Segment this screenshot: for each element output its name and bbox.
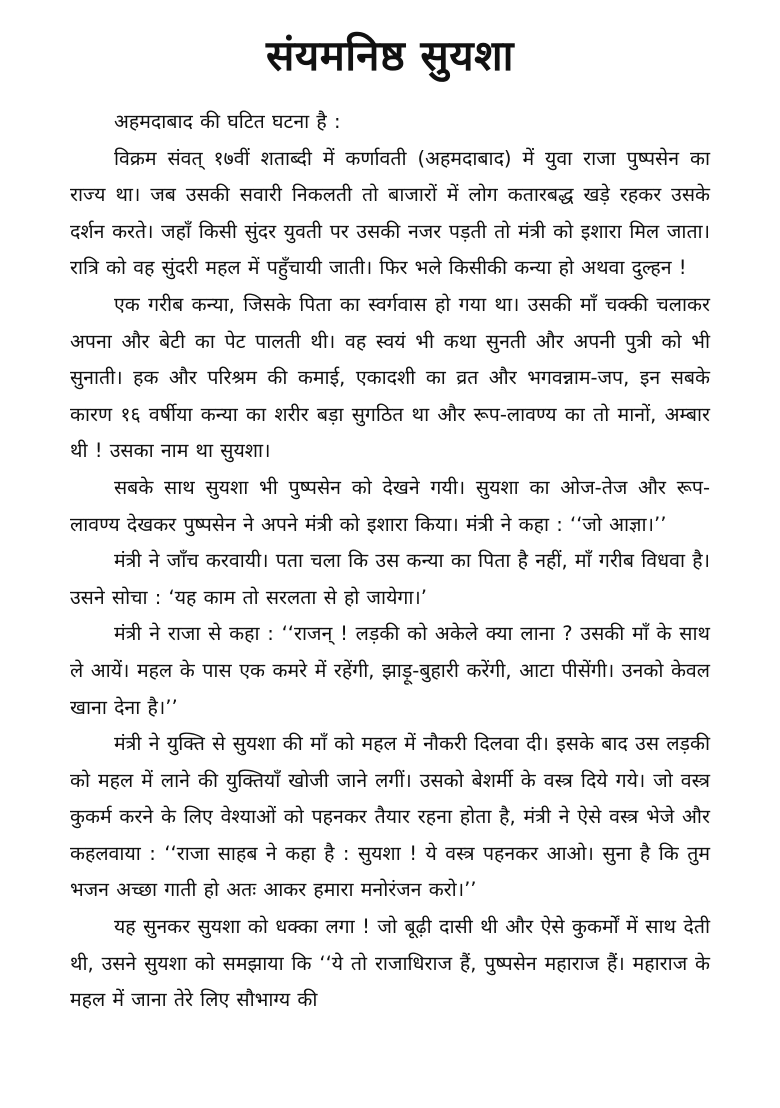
paragraph: मंत्री ने राजा से कहा : ‘‘राजन् ! लड़की को अकेले क्या लाना ? उसकी माँ के साथ ले आयें। महल के पास एक कमरे में रहेंगी, झाड़ू-बुहारी करेंगी, आटा पीसेंगी। उनको केवल खाना देना है।’’ <box>70 622 710 719</box>
paragraph: मंत्री ने जाँच करवायी। पता चला कि उस कन्या का पिता है नहीं, माँ गरीब विधवा है। उसने सोचा : ‘यह काम तो सरलता से हो जायेगा।’ <box>70 549 710 609</box>
paragraph: अहमदाबाद की घटित घटना है : <box>114 110 341 133</box>
paragraph: विक्रम संवत् १७वीं शताब्दी में कर्णावती (अहमदाबाद) में युवा राजा पुष्पसेन का राज्य था। जब उसकी सवारी निकलती तो बाजारों में लोग कतारबद्ध खड़े रहकर उसके दर्शन करते। जहाँ किसी सुंदर युवती पर उसकी नजर पड़ती तो मंत्री को इशारा मिल जाता। रात्रि को वह सुंदरी महल में पहुँचायी जाती। फिर भले किसीकी कन्या हो अथवा दुल्हन ! <box>70 146 710 280</box>
page-title: संयमनिष्ठ सुयशा <box>265 31 515 80</box>
paragraph: एक गरीब कन्या, जिसके पिता का स्वर्गवास हो गया था। उसकी माँ चक्की चलाकर अपना और बेटी का पेट पालती थी। वह स्वयं भी कथा सुनती और अपनी पुत्री को भी सुनाती। हक और परिश्रम की कमाई, एकादशी का व्रत और भगवन्नाम-जप, इन सबके कारण १६ वर्षीया कन्या का शरीर बड़ा सुगठित था और रूप-लावण्य का तो मानों, अम्बार थी ! उसका नाम था सुयशा। <box>70 292 710 463</box>
paragraph: यह सुनकर सुयशा को धक्का लगा ! जो बूढ़ी दासी थी और ऐसे कुकर्मों में साथ देती थी, उसने सुयशा को समझाया कि ‘‘ये तो राजाधिराज हैं, पुष्पसेन महाराज हैं। महाराज के महल में जाना तेरे लिए सौभाग्य की <box>70 915 710 1012</box>
paragraph: सबके साथ सुयशा भी पुष्पसेन को देखने गयी। सुयशा का ओज-तेज और रूप-लावण्य देखकर पुष्पसेन ने अपने मंत्री को इशारा किया। मंत्री ने कहा : ‘‘जो आज्ञा।’’ <box>70 475 710 536</box>
paragraph: मंत्री ने युक्ति से सुयशा की माँ को महल में नौकरी दिलवा दी। इसके बाद उस लड़की को महल में लाने की युक्तियाँ खोजी जाने लगीं। उसको बेशर्मी के वस्त्र दिये गये। जो वस्त्र कुकर्म करने के लिए वेश्याओं को पहनकर तैयार रहना होता है, मंत्री ने ऐसे वस्त्र भेजे और कहलवाया : ‘‘राजा साहब ने कहा है : सुयशा ! ये वस्त्र पहनकर आओ। सुना है कि तुम भजन अच्छा गाती हो अतः आकर हमारा मनोरंजन करो।’’ <box>70 732 710 902</box>
